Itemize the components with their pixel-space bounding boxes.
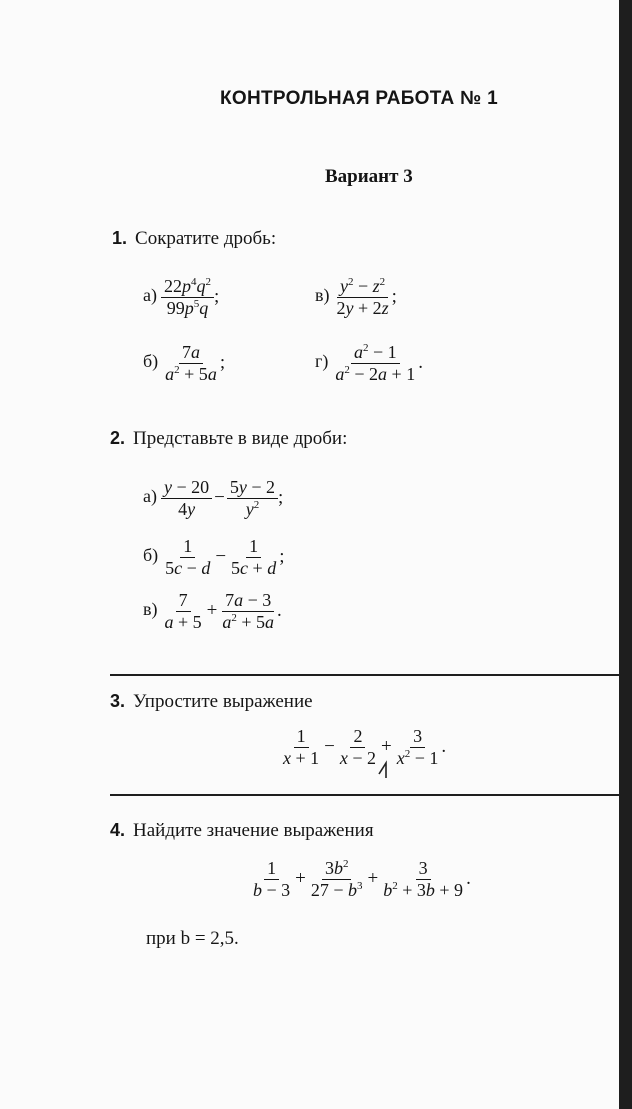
task-1-heading xyxy=(112,228,276,250)
task-4-expression: $\frac{1}{b - 3}$ + $\frac{3b^2}{27 - b^3}$ + $\frac{3}{b^2 + 3b + 9}$ . xyxy=(250,858,471,900)
task-3-heading xyxy=(110,691,313,713)
task-2-number: 2. xyxy=(110,428,126,448)
fraction: $\frac{a^2 - 1}{a^2 - 2a + 1}$ xyxy=(335,342,416,384)
divider-line xyxy=(110,794,619,796)
fraction: $\frac{1}{5c - d}$ xyxy=(165,536,211,578)
task-3-text: Упростите выражение xyxy=(133,691,313,712)
task-1g: г) $\frac{a^2 - 1}{a^2 - 2a + 1}$ . xyxy=(315,342,423,384)
task-1-number: 1. xyxy=(112,228,128,248)
fraction: $\frac{y^2 - z^2}{2y + 2z}$ xyxy=(336,276,389,318)
handwritten-mark xyxy=(376,760,390,785)
task-2b-label: б) xyxy=(143,544,159,565)
task-4-heading xyxy=(110,820,374,842)
task-1v: в) $\frac{y^2 - z^2}{2y + 2z}$ ; xyxy=(315,276,397,318)
task-4-condition: при b = 2,5. xyxy=(146,928,239,949)
task-4-number: 4. xyxy=(110,820,126,840)
task-1b-label: б) xyxy=(143,350,159,371)
fraction: $\frac{y - 20}{4y}$ xyxy=(161,477,212,519)
fraction: $\frac{7}{a + 5}$ xyxy=(164,590,202,632)
fraction: $\frac{1}{x + 1}$ xyxy=(283,726,320,768)
page-title: КОНТРОЛЬНАЯ РАБОТА № 1 xyxy=(220,88,498,109)
task-2-text: Представьте в виде дроби: xyxy=(133,428,348,449)
task-2a: а) $\frac{y - 20}{4y}$ − $\frac{5y - 2}{y^2}$ ; xyxy=(143,477,284,519)
task-1a: а) $\frac{22p^4q^2}{99p^5q}$ ; xyxy=(143,276,220,318)
divider-line xyxy=(110,674,619,676)
fraction: $\frac{7a - 3}{a^2 + 5a}$ xyxy=(222,590,275,632)
task-1v-label: в) xyxy=(315,284,330,305)
fraction: $\frac{3}{x^2 - 1}$ xyxy=(396,726,439,768)
fraction: $\frac{1}{b - 3}$ xyxy=(253,858,291,900)
task-3-number: 3. xyxy=(110,691,126,711)
task-1-text: Сократите дробь: xyxy=(135,228,277,249)
variant-heading: Вариант 3 xyxy=(325,166,413,187)
fraction: $\frac{22p^4q^2}{99p^5q}$ xyxy=(161,276,214,318)
task-4-text: Найдите значение выражения xyxy=(133,820,374,841)
fraction: $\frac{7a}{a^2 + 5a}$ xyxy=(165,342,217,384)
task-2a-label: а) xyxy=(143,485,157,506)
task-2v-label: в) xyxy=(143,598,158,619)
task-2v: в) $\frac{7}{a + 5}$ + $\frac{7a - 3}{a^2 + 5a}$ . xyxy=(143,590,282,632)
task-2-heading xyxy=(110,428,347,450)
fraction: $\frac{3}{b^2 + 3b + 9}$ xyxy=(383,858,464,900)
fraction: $\frac{5y - 2}{y^2}$ xyxy=(227,477,278,519)
task-3-expression: $\frac{1}{x + 1}$ − $\frac{2}{x - 2}$ + $\frac{3}{x^2 - 1}$ . xyxy=(280,726,446,768)
fraction: $\frac{3b^2}{27 - b^3}$ xyxy=(310,858,363,900)
task-1a-label: а) xyxy=(143,284,157,305)
task-2b: б) $\frac{1}{5c - d}$ − $\frac{1}{5c + d}$ ; xyxy=(143,536,285,578)
fraction: $\frac{2}{x - 2}$ xyxy=(339,726,377,768)
fraction: $\frac{1}{5c + d}$ xyxy=(231,536,277,578)
task-1g-label: г) xyxy=(315,350,329,371)
task-1b: б) $\frac{7a}{a^2 + 5a}$ ; xyxy=(143,342,226,384)
page-edge-shadow xyxy=(619,0,632,1109)
